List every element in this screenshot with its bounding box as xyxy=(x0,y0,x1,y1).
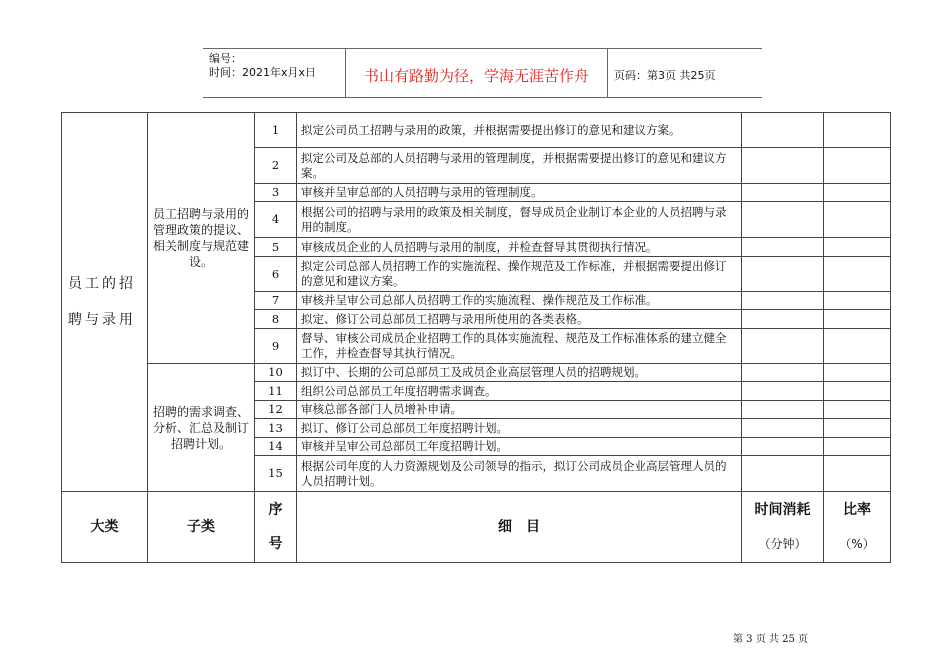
row-item: 拟定公司及总部的人员招聘与录用的管理制度，并根据需要提出修订的意见和建议方案。 xyxy=(297,148,742,184)
row-item: 审核并呈审公司总部人员招聘工作的实施流程、操作规范及工作标准。 xyxy=(297,292,742,310)
time-cell xyxy=(742,401,824,419)
row-number: 15 xyxy=(255,456,297,492)
ratio-cell xyxy=(824,382,891,401)
row-number: 7 xyxy=(255,292,297,310)
row-item: 审核并呈审总部的人员招聘与录用的管理制度。 xyxy=(297,184,742,202)
header-category: 大类 xyxy=(62,492,148,563)
row-item: 审核总部各部门人员增补申请。 xyxy=(297,401,742,419)
doc-meta xyxy=(203,49,345,97)
ratio-cell xyxy=(824,329,891,364)
row-number: 14 xyxy=(255,438,297,456)
slogan: 书山有路勤为径，学海无涯苦作舟 xyxy=(345,49,608,97)
row-number: 4 xyxy=(255,202,297,238)
row-item: 根据公司年度的人力资源规划及公司领导的指示，拟订公司成员企业高层管理人员的人员招聘计划。 xyxy=(297,456,742,492)
ratio-cell xyxy=(824,438,891,456)
ratio-cell xyxy=(824,148,891,184)
duty-table xyxy=(61,112,891,563)
header-no-top: 序 xyxy=(268,502,283,518)
row-number: 8 xyxy=(255,310,297,329)
row-number: 13 xyxy=(255,419,297,438)
time-cell xyxy=(742,292,824,310)
time-cell xyxy=(742,238,824,257)
header-time-top: 时间消耗 xyxy=(754,502,811,518)
page-header xyxy=(203,48,762,98)
row-item: 审核并呈审公司总部员工年度招聘计划。 xyxy=(297,438,742,456)
header-ratio xyxy=(824,492,891,563)
category-cell: 员工的招聘与录用 xyxy=(62,113,148,492)
number-label: 编号： xyxy=(209,52,242,65)
row-number: 1 xyxy=(255,113,297,148)
time-cell xyxy=(742,364,824,382)
row-number: 10 xyxy=(255,364,297,382)
time-cell xyxy=(742,456,824,492)
time-cell xyxy=(742,310,824,329)
row-item: 根据公司的招聘与录用的政策及相关制度，督导成员企业制订本企业的人员招聘与录用的制度。 xyxy=(297,202,742,238)
table-row xyxy=(62,113,891,148)
header-time-bottom: （分钟） xyxy=(758,537,807,551)
subcategory-cell: 员工招聘与录用的管理政策的提议、相关制度与规范建设。 xyxy=(148,113,255,364)
header-no-bottom: 号 xyxy=(268,536,283,552)
time-cell xyxy=(742,257,824,292)
row-item: 督导、审核公司成员企业招聘工作的具体实施流程、规范及工作标准体系的建立健全工作，并检查督导其执行情况。 xyxy=(297,329,742,364)
ratio-cell xyxy=(824,113,891,148)
time-cell xyxy=(742,438,824,456)
time-cell xyxy=(742,113,824,148)
page-footer: 第 3 页 共 25 页 xyxy=(733,634,808,645)
row-item: 拟定公司员工招聘与录用的政策，并根据需要提出修订的意见和建议方案。 xyxy=(297,113,742,148)
ratio-cell xyxy=(824,364,891,382)
header-ratio-top: 比率 xyxy=(843,502,871,518)
row-number: 11 xyxy=(255,382,297,401)
ratio-cell xyxy=(824,257,891,292)
row-number: 9 xyxy=(255,329,297,364)
ratio-cell xyxy=(824,292,891,310)
header-no xyxy=(255,492,297,563)
time-label: 时间：2021年x月x日 xyxy=(209,66,317,79)
time-cell xyxy=(742,382,824,401)
ratio-cell xyxy=(824,184,891,202)
column-header-row xyxy=(62,492,891,563)
header-time xyxy=(742,492,824,563)
table-row xyxy=(62,364,891,382)
header-subcategory: 子类 xyxy=(148,492,255,563)
row-item: 审核成员企业的人员招聘与录用的制度，并检查督导其贯彻执行情况。 xyxy=(297,238,742,257)
row-number: 5 xyxy=(255,238,297,257)
ratio-cell xyxy=(824,202,891,238)
ratio-cell xyxy=(824,456,891,492)
time-cell xyxy=(742,184,824,202)
row-item: 拟订中、长期的公司总部员工及成员企业高层管理人员的招聘规划。 xyxy=(297,364,742,382)
ratio-cell xyxy=(824,419,891,438)
time-cell xyxy=(742,148,824,184)
time-cell xyxy=(742,419,824,438)
row-item: 组织公司总部员工年度招聘需求调查。 xyxy=(297,382,742,401)
row-item: 拟订、修订公司总部员工年度招聘计划。 xyxy=(297,419,742,438)
row-number: 6 xyxy=(255,257,297,292)
header-ratio-bottom: （%） xyxy=(839,537,875,551)
subcategory-cell: 招聘的需求调查、分析、汇总及制订招聘计划。 xyxy=(148,364,255,492)
row-number: 2 xyxy=(255,148,297,184)
row-number: 3 xyxy=(255,184,297,202)
row-number: 12 xyxy=(255,401,297,419)
time-cell xyxy=(742,329,824,364)
ratio-cell xyxy=(824,310,891,329)
ratio-cell xyxy=(824,401,891,419)
row-item: 拟定、修订公司总部员工招聘与录用所使用的各类表格。 xyxy=(297,310,742,329)
time-cell xyxy=(742,202,824,238)
ratio-cell xyxy=(824,238,891,257)
header-item: 细 目 xyxy=(297,492,742,563)
row-item: 拟定公司总部人员招聘工作的实施流程、操作规范及工作标准，并根据需要提出修订的意见和建议方案。 xyxy=(297,257,742,292)
page-info: 页码：第3页 共25页 xyxy=(614,69,716,82)
